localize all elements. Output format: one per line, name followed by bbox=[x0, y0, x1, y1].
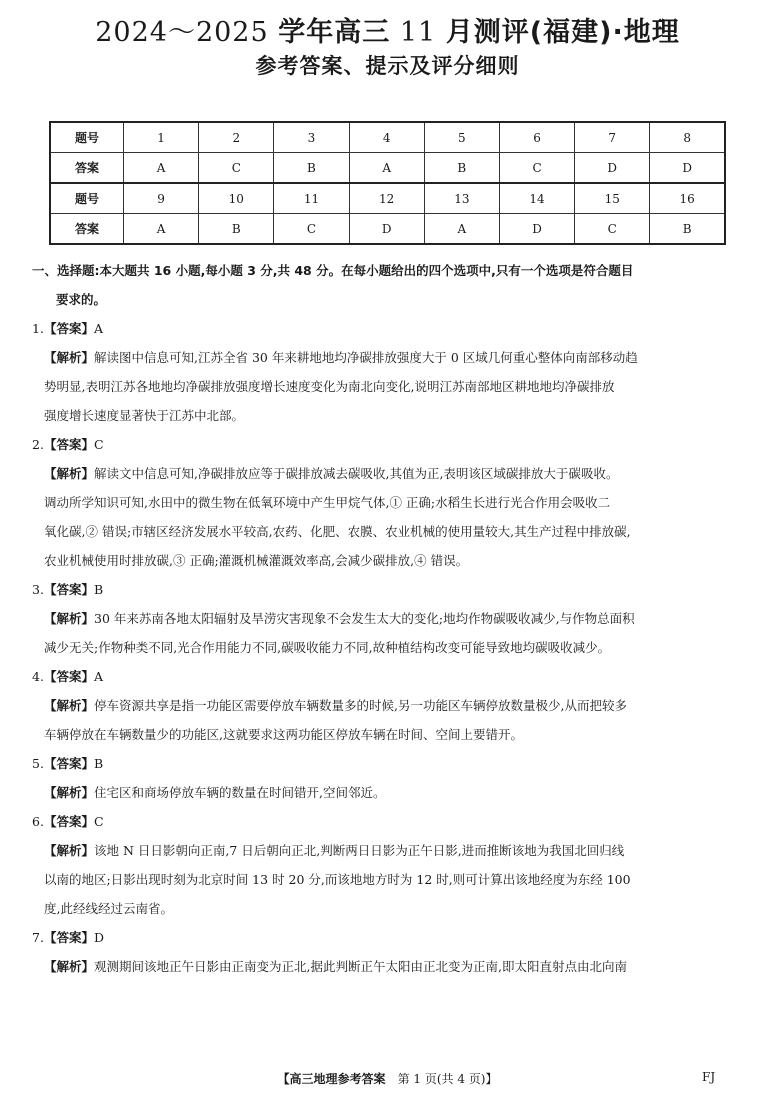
item-number: 2. bbox=[32, 437, 44, 452]
table-cell: C bbox=[575, 214, 650, 245]
section-heading-cont: 要求的。 bbox=[56, 292, 107, 307]
analysis-text: 停车资源共享是指一功能区需要停放车辆数量多的时候,另一功能区车辆停放数量极少,从而把较多 bbox=[94, 698, 627, 713]
table-cell: D bbox=[575, 153, 650, 184]
table-cell: 14 bbox=[499, 183, 574, 214]
table-cell: C bbox=[199, 153, 274, 184]
label-answer: 答案 bbox=[50, 214, 124, 245]
table-cell: A bbox=[124, 214, 199, 245]
footer-code: FJ bbox=[702, 1070, 716, 1084]
table-cell: 10 bbox=[199, 183, 274, 214]
page-subtitle: 参考答案、提示及评分细则 bbox=[255, 54, 520, 78]
footer-label: 【高三地理参考答案 bbox=[277, 1072, 386, 1086]
title-month: 11 bbox=[399, 17, 437, 48]
item-number: 3. bbox=[32, 582, 44, 597]
table-cell: D bbox=[650, 153, 725, 184]
analysis-text: 以南的地区;日影出现时刻为北京时间 13 时 20 分,而该地地方时为 12 时,则可计算出该地经度为东经 100 bbox=[44, 872, 631, 887]
table-cell: 16 bbox=[650, 183, 725, 214]
answer-tag: 【答案】 bbox=[43, 669, 94, 684]
item-number: 5. bbox=[32, 756, 44, 771]
answer-item-head bbox=[32, 575, 744, 604]
answer-tag: 【答案】 bbox=[43, 582, 94, 597]
table-row-numbers-1 bbox=[50, 122, 725, 153]
table-row-numbers-2 bbox=[50, 183, 725, 214]
table-cell: 9 bbox=[124, 183, 199, 214]
label-question-no: 题号 bbox=[50, 183, 124, 214]
table-row-answers-2 bbox=[50, 214, 725, 245]
table-cell: 5 bbox=[424, 122, 499, 153]
analysis-line bbox=[32, 517, 744, 546]
analysis-line bbox=[32, 604, 744, 633]
item-answer: B bbox=[93, 582, 104, 597]
table-cell: 7 bbox=[575, 122, 650, 153]
analysis-text: 强度增长速度显著快于江苏中北部。 bbox=[44, 408, 245, 423]
item-number: 1. bbox=[32, 321, 44, 336]
answer-tag: 【答案】 bbox=[43, 814, 94, 829]
answer-tag: 【答案】 bbox=[43, 756, 94, 771]
analysis-line bbox=[32, 401, 744, 430]
table-cell: 12 bbox=[349, 183, 424, 214]
section-heading: 一、选择题:本大题共 16 小题,每小题 3 分,共 48 分。在每小题给出的四个选项中,只有一个选项是符合题目 bbox=[32, 263, 634, 278]
analysis-line bbox=[32, 546, 744, 575]
analysis-line bbox=[32, 691, 744, 720]
table-cell: 3 bbox=[274, 122, 349, 153]
table-cell: 11 bbox=[274, 183, 349, 214]
analysis-text: 氧化碳,② 错误;市辖区经济发展水平较高,农药、化肥、农膜、农业机械的使用量较大,其生产过程中排放碳, bbox=[44, 524, 631, 539]
footer bbox=[0, 1070, 775, 1087]
analysis-line bbox=[32, 343, 744, 372]
table-cell: 4 bbox=[349, 122, 424, 153]
analysis-line bbox=[32, 459, 744, 488]
table-cell: A bbox=[124, 153, 199, 184]
table-cell: B bbox=[650, 214, 725, 245]
item-number: 7. bbox=[32, 930, 44, 945]
analysis-text: 观测期间该地正午日影由正南变为正北,据此判断正午太阳由正北变为正南,即太阳直射点由北向南 bbox=[94, 959, 627, 974]
analysis-text: 该地 N 日日影朝向正南,7 日后朝向正北,判断两日日影为正午日影,进而推断该地为我国北回归线 bbox=[94, 843, 625, 858]
answer-item-head bbox=[32, 807, 744, 836]
table-cell: C bbox=[274, 214, 349, 245]
item-answer: A bbox=[93, 321, 103, 336]
analysis-tag: 【解析】 bbox=[44, 785, 95, 800]
table-row-answers-1 bbox=[50, 153, 725, 184]
answer-item-head bbox=[32, 749, 744, 778]
analysis-text: 减少无关;作物种类不同,光合作用能力不同,碳吸收能力不同,故种植结构改变可能导致地均碳吸收减少。 bbox=[44, 640, 611, 655]
analysis-line bbox=[32, 894, 744, 923]
analysis-text: 30 年来苏南各地太阳辐射及旱涝灾害现象不会发生太大的变化;地均作物碳吸收减少,与作物总面积 bbox=[94, 611, 635, 626]
item-number: 4. bbox=[32, 669, 44, 684]
analysis-line bbox=[32, 865, 744, 894]
items-list bbox=[32, 314, 744, 981]
table-cell: 6 bbox=[499, 122, 574, 153]
analysis-tag: 【解析】 bbox=[44, 350, 95, 365]
table-cell: B bbox=[424, 153, 499, 184]
analysis-text: 车辆停放在车辆数量少的功能区,这就要求这两功能区停放车辆在时间、空间上要错开。 bbox=[44, 727, 523, 742]
analysis-text: 解读图中信息可知,江苏全省 30 年来耕地地均净碳排放强度大于 0 区域几何重心整体向南部移动趋 bbox=[94, 350, 638, 365]
analysis-text: 度,此经线经过云南省。 bbox=[44, 901, 173, 916]
answer-item-head bbox=[32, 923, 744, 952]
analysis-line bbox=[32, 488, 744, 517]
answer-table bbox=[49, 121, 726, 245]
answer-tag: 【答案】 bbox=[43, 437, 94, 452]
analysis-tag: 【解析】 bbox=[44, 611, 95, 626]
answer-item-head bbox=[32, 314, 744, 343]
table-cell: B bbox=[199, 214, 274, 245]
analysis-text: 调动所学知识可知,水田中的微生物在低氧环境中产生甲烷气体,① 正确;水稻生长进行光合作用会吸收二 bbox=[44, 495, 611, 510]
analysis-line bbox=[32, 952, 744, 981]
analysis-text: 解读文中信息可知,净碳排放应等于碳排放减去碳吸收,其值为正,表明该区域碳排放大于碳吸收。 bbox=[94, 466, 619, 481]
analysis-tag: 【解析】 bbox=[44, 466, 95, 481]
analysis-line bbox=[32, 778, 744, 807]
item-answer: A bbox=[93, 669, 103, 684]
answer-tag: 【答案】 bbox=[43, 321, 94, 336]
title-year: 2024～2025 bbox=[95, 17, 269, 48]
title-text: 学年高三 bbox=[278, 17, 391, 48]
table-cell: 13 bbox=[424, 183, 499, 214]
title-subject: 月测评(福建)·地理 bbox=[445, 17, 680, 48]
table-cell: D bbox=[349, 214, 424, 245]
analysis-line bbox=[32, 372, 744, 401]
label-answer: 答案 bbox=[50, 153, 124, 184]
page-title bbox=[0, 10, 775, 49]
analysis-line bbox=[32, 633, 744, 662]
table-cell: 1 bbox=[124, 122, 199, 153]
item-answer: B bbox=[93, 756, 104, 771]
answer-item-head bbox=[32, 430, 744, 459]
item-answer: D bbox=[93, 930, 104, 945]
answer-explanations bbox=[32, 256, 744, 981]
item-answer: C bbox=[93, 437, 104, 452]
table-cell: A bbox=[424, 214, 499, 245]
table-cell: D bbox=[499, 214, 574, 245]
table-cell: B bbox=[274, 153, 349, 184]
answer-item-head bbox=[32, 662, 744, 691]
analysis-text: 农业机械使用时排放碳,③ 正确;灌溉机械灌溉效率高,会减少碳排放,④ 错误。 bbox=[44, 553, 469, 568]
footer-page: 第 1 页(共 4 页)】 bbox=[397, 1072, 498, 1086]
label-question-no: 题号 bbox=[50, 122, 124, 153]
analysis-text: 势明显,表明江苏各地地均净碳排放强度增长速度变化为南北向变化,说明江苏南部地区耕地地均净碳排放 bbox=[44, 379, 615, 394]
item-number: 6. bbox=[32, 814, 44, 829]
analysis-line bbox=[32, 836, 744, 865]
table-cell: 8 bbox=[650, 122, 725, 153]
table-cell: 2 bbox=[199, 122, 274, 153]
analysis-tag: 【解析】 bbox=[44, 959, 95, 974]
table-cell: A bbox=[349, 153, 424, 184]
analysis-tag: 【解析】 bbox=[44, 843, 95, 858]
item-answer: C bbox=[93, 814, 104, 829]
table-cell: 15 bbox=[575, 183, 650, 214]
analysis-tag: 【解析】 bbox=[44, 698, 95, 713]
table-cell: C bbox=[499, 153, 574, 184]
analysis-line bbox=[32, 720, 744, 749]
answer-tag: 【答案】 bbox=[43, 930, 94, 945]
analysis-text: 住宅区和商场停放车辆的数量在时间错开,空间邻近。 bbox=[94, 785, 386, 800]
